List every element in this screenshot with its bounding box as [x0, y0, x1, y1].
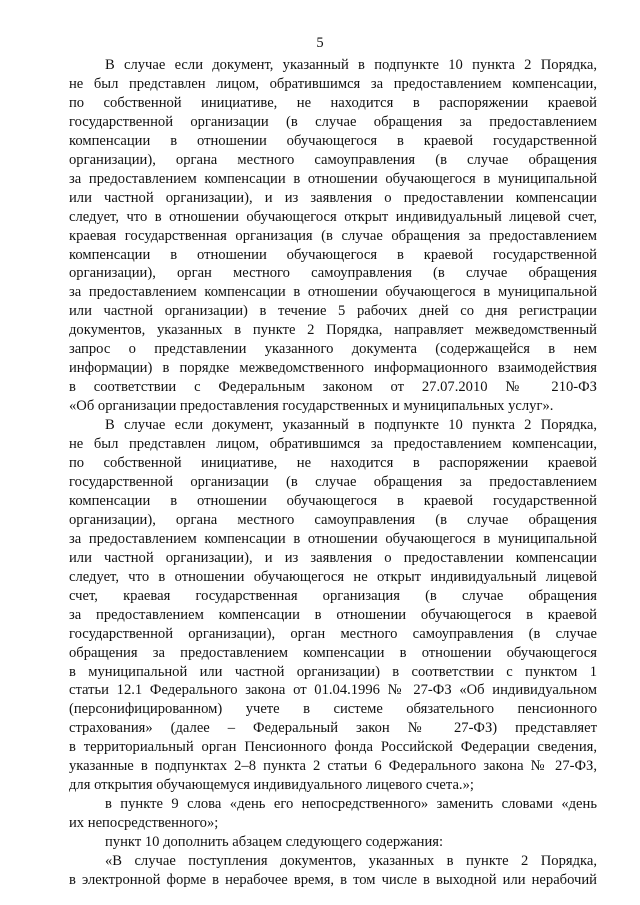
paragraph-line: государственной организации (в случае обращения за предоставлением	[69, 113, 597, 130]
paragraph-line: в электронной форме в нерабочее время, в том числе в выходной или нерабочий	[69, 871, 597, 888]
paragraph-line: в пункте 9 слова «день его непосредственного» заменить словами «день	[105, 796, 597, 813]
paragraph-line: «В случае поступления документов, указанных в пункте 2 Порядка,	[105, 853, 597, 870]
document-body	[69, 56, 597, 890]
paragraph-line: организации), органа местного самоуправления (в случае обращения	[69, 511, 597, 528]
paragraph-line: страхования» (далее – Федеральный закон № 27-ФЗ) представляет	[69, 720, 597, 737]
paragraph-line: (персонифицированном) учете в системе обязательного пенсионного	[69, 701, 597, 718]
paragraph-line: государственной организации (в случае обращения за предоставлением	[69, 473, 597, 490]
paragraph-line: в муниципальной или частной организации) в соответствии с пунктом 1	[69, 663, 597, 680]
paragraph-line: или частной организации) в течение 5 рабочих дней со дня регистрации	[69, 303, 597, 320]
paragraph-line: документов, указанных в пункте 2 Порядка, направляет межведомственный	[69, 322, 597, 339]
paragraph-line: компенсации в отношении обучающегося в краевой государственной	[69, 492, 597, 509]
paragraph-line: компенсации в отношении обучающегося в краевой государственной	[69, 132, 597, 149]
paragraph-line: за предоставлением компенсации в отношении обучающегося в муниципальной	[69, 284, 597, 301]
paragraph-line: пункт 10 дополнить абзацем следующего содержания:	[105, 834, 444, 851]
paragraph-line: не был представлен лицом, обратившимся за предоставлением компенсации,	[69, 436, 597, 453]
paragraph	[69, 416, 597, 795]
paragraph-line: по собственной инициативе, не находится в распоряжении краевой	[69, 455, 597, 472]
paragraph-line: указанные в подпунктах 2–8 пункта 2 статьи 6 Федерального закона № 27-ФЗ,	[69, 758, 597, 775]
paragraph	[69, 56, 597, 416]
paragraph	[69, 852, 597, 890]
paragraph-line: в соответствии с Федеральным законом от 27.07.2010 № 210-ФЗ	[69, 379, 597, 396]
paragraph-line: за предоставлением компенсации в отношении обучающегося в краевой	[69, 606, 597, 623]
paragraph-line: по собственной инициативе, не находится в распоряжении краевой	[69, 94, 597, 111]
paragraph-line: следует, что в отношении обучающегося не открыт индивидуальный лицевой	[69, 568, 597, 585]
paragraph-line: компенсации в отношении обучающегося в краевой государственной	[69, 246, 597, 263]
page-number: 5	[316, 35, 324, 51]
paragraph-line: или частной организации), и из заявления о предоставлении компенсации	[69, 189, 597, 206]
paragraph-line: «Об организации предоставления государственных и муниципальных услуг».	[69, 398, 554, 415]
paragraph-line: запрос о представлении указанного документа (содержащейся в нем	[69, 341, 597, 358]
paragraph-line: за предоставлением компенсации в отношении обучающегося в муниципальной	[69, 170, 597, 187]
paragraph-line: в территориальный орган Пенсионного фонда Российской Федерации сведения,	[69, 739, 597, 756]
paragraph-line: краевая государственная организация (в случае обращения за предоставлением	[69, 227, 597, 244]
paragraph	[69, 795, 597, 833]
paragraph-line: В случае если документ, указанный в подпункте 10 пункта 2 Порядка,	[105, 57, 597, 73]
paragraph-line: для открытия обучающемуся индивидуального лицевого счета.»;	[69, 777, 474, 794]
paragraph-line: организации), органа местного самоуправления (в случае обращения	[69, 151, 597, 168]
paragraph-line: или частной организации), и из заявления о предоставлении компенсации	[69, 549, 597, 566]
paragraph-line: их непосредственного»;	[69, 815, 219, 832]
paragraph-line: за предоставлением компенсации в отношении обучающегося в муниципальной	[69, 530, 597, 547]
paragraph-line: В случае если документ, указанный в подпункте 10 пункта 2 Порядка,	[105, 417, 597, 434]
paragraph	[69, 833, 597, 852]
paragraph-line: государственной организации), орган местного самоуправления (в случае	[69, 625, 597, 642]
paragraph-line: обращения за предоставлением компенсации в отношении обучающегося	[69, 644, 597, 661]
paragraph-line: не был представлен лицом, обратившимся за предоставлением компенсации,	[69, 75, 597, 92]
paragraph-line: счет, краевая государственная организация (в случае обращения	[69, 587, 597, 604]
paragraph-line: информации) в порядке межведомственного информационного взаимодействия	[69, 360, 597, 377]
paragraph-line: организации), орган местного самоуправления (в случае обращения	[69, 265, 597, 282]
paragraph-line: следует, что в отношении обучающегося открыт индивидуальный лицевой счет,	[69, 208, 597, 225]
paragraph-line: статьи 12.1 Федерального закона от 01.04.1996 № 27-ФЗ «Об индивидуальном	[69, 682, 597, 699]
